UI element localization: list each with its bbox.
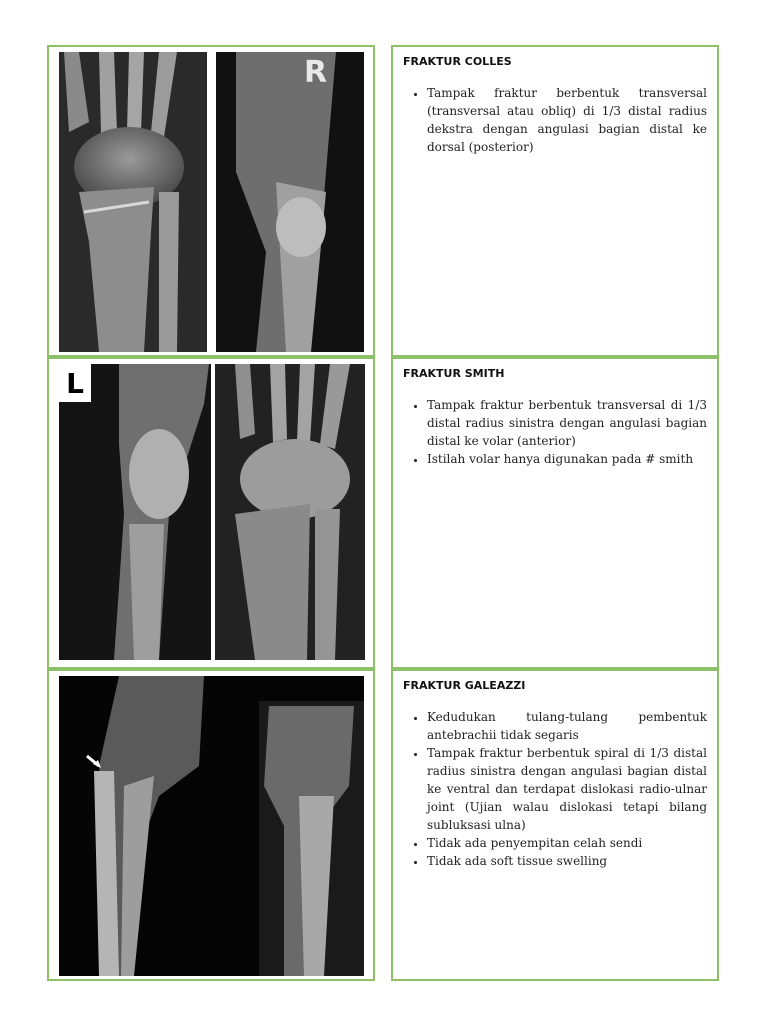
list-item: • Tidak ada soft tissue swelling	[427, 852, 707, 870]
galeazzi-xray-image	[59, 676, 364, 976]
list-item: • Kedudukan tulang-tulang pembentuk antebrachii tidak segaris	[427, 708, 707, 744]
findings-list	[403, 84, 707, 156]
colles-text-cell	[391, 45, 719, 357]
smith-xray-lateral-image	[59, 364, 211, 660]
list-item: • Tampak fraktur berbentuk spiral di 1/3 distal radius sinistra dengan angulasi bagian distal ke ventral dan terdapat dislokasi radio-ulnar joint (Ujian walau dislokasi tetapi bilang subluksasi ulna)	[427, 744, 707, 834]
list-item: • Tampak fraktur berbentuk transversal (transversal atau obliq) di 1/3 distal radius dekstra dengan angulasi bagian distal ke dorsal (posterior)	[427, 84, 707, 156]
section-heading: FRAKTUR GALEAZZI	[403, 679, 526, 692]
section-heading: FRAKTUR SMITH	[403, 367, 505, 380]
galeazzi-image-cell	[47, 669, 375, 981]
list-item: • Istilah volar hanya digunakan pada # smith	[427, 450, 707, 468]
smith-image-cell	[47, 357, 375, 669]
galeazzi-text-cell	[391, 669, 719, 981]
side-marker-r: R	[304, 55, 328, 90]
colles-image-cell	[47, 45, 375, 357]
side-marker-l: L	[59, 364, 91, 402]
list-item: • Tampak fraktur berbentuk transversal di 1/3 distal radius sinistra dengan angulasi bagian distal ke volar (anterior)	[427, 396, 707, 450]
findings-list	[403, 708, 707, 870]
list-item: • Tidak ada penyempitan celah sendi	[427, 834, 707, 852]
findings-list	[403, 396, 707, 468]
smith-xray-pa-image	[215, 364, 365, 660]
smith-text-cell	[391, 357, 719, 669]
colles-xray-pa-image	[59, 52, 207, 352]
colles-xray-lateral-image	[216, 52, 364, 352]
section-heading: FRAKTUR COLLES	[403, 55, 512, 68]
